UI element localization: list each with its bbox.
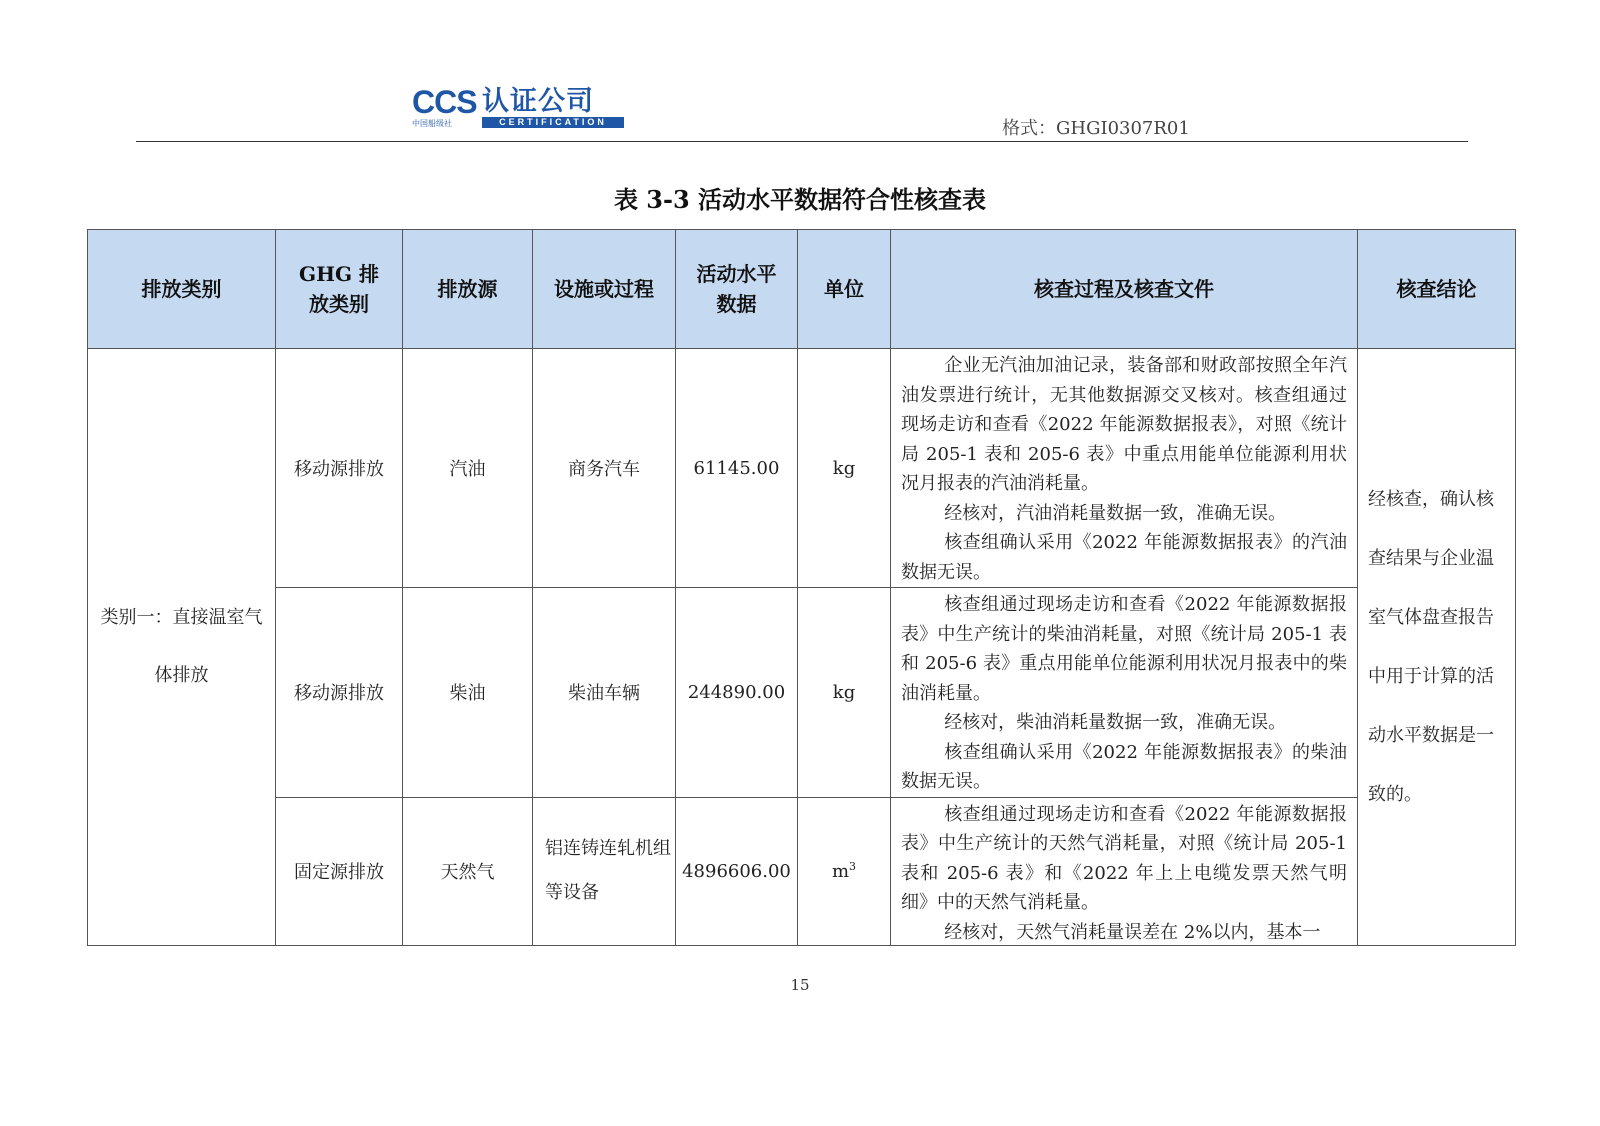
process-paragraph: 经核对，天然气消耗量误差在 2%以内，基本一 bbox=[944, 921, 1321, 943]
unit-cell: kg bbox=[798, 349, 891, 588]
process-paragraph: 核查组通过现场走访和查看《2022 年能源数据报表》中生产统计的天然气消耗量，对照《统计局 205-1 表和 205-6 表》和《2022 年上上电缆发票天然气明细》中的天然气消耗量。 bbox=[901, 803, 1347, 913]
header-process: 核查过程及核查文件 bbox=[891, 230, 1358, 349]
process-paragraph: 经核对，柴油消耗量数据一致，准确无误。 bbox=[944, 712, 1287, 733]
process-cell bbox=[891, 349, 1358, 588]
process-paragraph: 经核对，汽油消耗量数据一致，准确无误。 bbox=[944, 502, 1287, 524]
logo-ccs-text: CCS bbox=[412, 84, 477, 120]
activity-data-table bbox=[87, 229, 1516, 946]
unit-superscript: 3 bbox=[849, 860, 857, 873]
activity-cell: 4896606.00 bbox=[676, 797, 798, 945]
unit-base: m bbox=[831, 861, 850, 882]
header-activity-data: 活动水平数据 bbox=[676, 230, 798, 349]
header-rule bbox=[136, 141, 1468, 142]
header-facility: 设施或过程 bbox=[533, 230, 676, 349]
logo-sub-text: 中国船级社 bbox=[412, 119, 452, 128]
table-row bbox=[88, 797, 1516, 945]
ccs-logo bbox=[412, 86, 624, 130]
process-paragraph: 核查组通过现场走访和查看《2022 年能源数据报表》中生产统计的柴油消耗量，对照《统计局 205-1 表和 205-6 表》重点用能单位能源利用状况月报表中的柴油消耗量。 bbox=[901, 594, 1347, 704]
conclusion-cell: 经核查，确认核查结果与企业温室气体盘查报告中用于计算的活动水平数据是一致的。 bbox=[1358, 349, 1516, 946]
logo-en-text: CERTIFICATION bbox=[482, 117, 624, 128]
header-ghg-type: GHG 排放类别 bbox=[276, 230, 403, 349]
category-cell: 类别一：直接温室气体排放 bbox=[88, 349, 276, 946]
facility-cell: 商务汽车 bbox=[533, 349, 676, 588]
facility-cell: 柴油车辆 bbox=[533, 588, 676, 798]
source-cell: 汽油 bbox=[403, 349, 533, 588]
table-title: 表 3-3 活动水平数据符合性核查表 bbox=[613, 185, 987, 214]
header-source: 排放源 bbox=[403, 230, 533, 349]
unit-cell bbox=[798, 797, 891, 945]
process-cell bbox=[891, 588, 1358, 798]
activity-cell: 244890.00 bbox=[676, 588, 798, 798]
format-code: 格式：GHGI0307R01 bbox=[1002, 118, 1190, 139]
logo-cn-text: 认证公司 bbox=[482, 86, 594, 117]
page-number: 15 bbox=[790, 976, 810, 994]
table-header-row bbox=[88, 230, 1516, 349]
process-paragraph: 核查组确认采用《2022 年能源数据报表》的汽油数据无误。 bbox=[901, 532, 1347, 583]
header-conclusion: 核查结论 bbox=[1358, 230, 1516, 349]
ghg-type-cell: 移动源排放 bbox=[276, 349, 403, 588]
source-cell: 天然气 bbox=[403, 797, 533, 945]
header-emission-category: 排放类别 bbox=[88, 230, 276, 349]
process-paragraph: 核查组确认采用《2022 年能源数据报表》的柴油数据无误。 bbox=[901, 741, 1347, 792]
table-row bbox=[88, 588, 1516, 798]
process-cell bbox=[891, 797, 1358, 945]
activity-cell: 61145.00 bbox=[676, 349, 798, 588]
ghg-type-cell: 移动源排放 bbox=[276, 588, 403, 798]
process-paragraph: 企业无汽油加油记录，装备部和财政部按照全年汽油发票进行统计，无其他数据源交叉核对。核查组通过现场走访和查看《2022 年能源数据报表》，对照《统计局 205-1 表和 205-6 表》中重点用能单位能源利用状况月报表的汽油消耗量。 bbox=[901, 355, 1347, 494]
table-row bbox=[88, 349, 1516, 588]
facility-cell: 铝连铸连轧机组等设备 bbox=[533, 797, 676, 945]
ghg-type-cell: 固定源排放 bbox=[276, 797, 403, 945]
header-unit: 单位 bbox=[798, 230, 891, 349]
source-cell: 柴油 bbox=[403, 588, 533, 798]
unit-cell: kg bbox=[798, 588, 891, 798]
